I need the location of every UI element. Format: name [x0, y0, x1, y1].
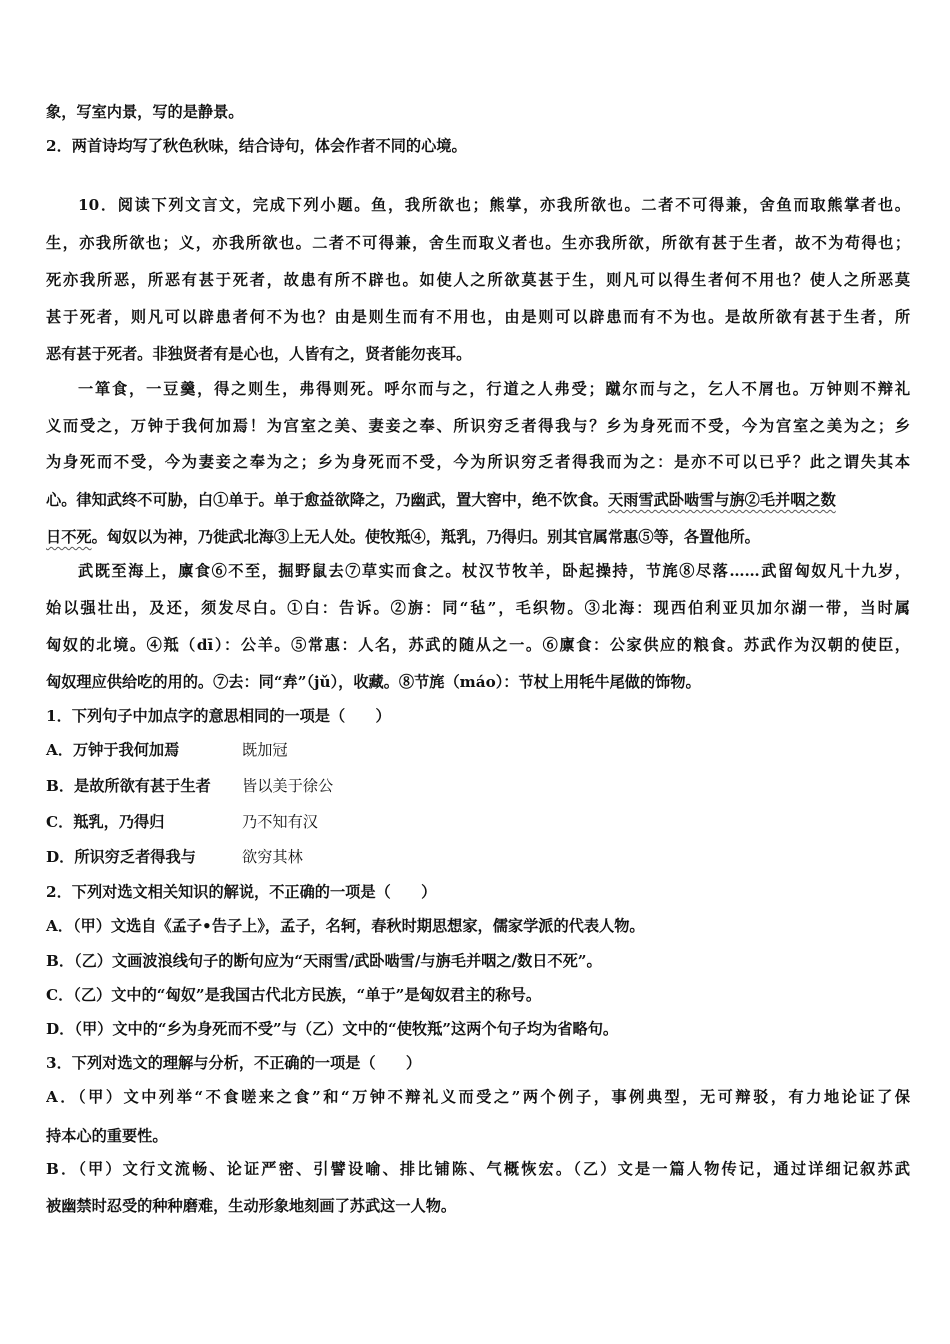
q2-option-a: A．（甲）文选自《孟子•告子上》，孟子，名轲，春秋时期思想家，儒家学派的代表人物。 [46, 917, 645, 935]
passage-a-line: 为身死而不受，今为妻妾之奉为之；乡为身死而不受，今为所识穷乏者得我而为之：是亦不可以已乎？此之谓失其本 [46, 453, 910, 471]
passage-b-line [46, 490, 910, 510]
q2-option-d: D．（甲）文中的“乡为身死而不受”与（乙）文中的“使牧羝”这两个句子均为省略句。 [46, 1020, 619, 1038]
passage-a-line: 生，亦我所欲也；义，亦我所欲也。二者不可得兼，舍生而取义者也。生亦我所欲，所欲有甚于生者，故不为苟得也； [46, 234, 910, 252]
text-line: 象，写室内景，写的是静景。 [46, 103, 244, 121]
q1-option-a: A．万钟于我何加焉 [46, 741, 180, 759]
question-1-stem: 1．下列句子中加点字的意思相同的一项是（ ） [46, 707, 391, 725]
q3-option-b-cont: 被幽禁时忍受的种种磨难，生动形象地刻画了苏武这一人物。 [46, 1197, 457, 1215]
footnote-line: 匈奴理应供给吃的用的。⑦去：同“弆”（jǔ），收藏。⑧节旄（máo）：节杖上用牦牛尾做的饰物。 [46, 673, 701, 691]
q3-option-a: A．（甲）文中列举“不食嗟来之食”和“万钟不辩礼义而受之”两个例子，事例典型，无可辩驳，有力地论证了保 [46, 1088, 910, 1106]
passage-b-line [46, 527, 910, 547]
footnote-line: 匈奴的北境。④羝（dī）：公羊。⑤常惠：人名，苏武的随从之一。⑥廪食：公家供应的粮食。苏武作为汉朝的使臣， [46, 636, 910, 654]
q1-option-d-pair: 欲穷其林 [242, 848, 303, 866]
q3-option-b: B．（甲）文行文流畅、论证严密、引譬设喻、排比铺陈、气概恢宏。（乙）文是一篇人物传记，通过详细记叙苏武 [46, 1160, 910, 1178]
q1-option-d: D．所识穷乏者得我与 [46, 848, 196, 866]
q2-option-b: B．（乙）文画波浪线句子的断句应为“天雨雪/武卧啮雪/与旃毛并咽之/数日不死”。 [46, 952, 602, 970]
wavy-underlined-sentence: 天雨雪武卧啮雪与旃②毛并咽之数 [607, 491, 836, 509]
q2-option-c: C．（乙）文中的“匈奴”是我国古代北方民族，“单于”是匈奴君主的称号。 [46, 986, 542, 1004]
q1-option-c-pair: 乃不知有汉 [242, 813, 318, 831]
passage-b-text: 心。律知武终不可胁，白①单于。单于愈益欲降之，乃幽武，置大窖中，绝不饮食。 [46, 491, 608, 509]
question-10-intro: 10．阅读下列文言文，完成下列小题。鱼，我所欲也；熊掌，亦我所欲也。二者不可得兼，舍鱼而取熊掌者也。 [78, 196, 910, 214]
q1-option-b: B．是故所欲有甚于生者 [46, 777, 211, 795]
q1-option-a-pair: 既加冠 [242, 741, 288, 759]
passage-b-line: 武既至海上，廪食⑥不至，掘野鼠去⑦草实而食之。杖汉节牧羊，卧起操持，节旄⑧尽落……武留匈奴凡十九岁， [78, 562, 910, 580]
passage-a-line: 恶有甚于死者。非独贤者有是心也，人皆有之，贤者能勿丧耳。 [46, 345, 472, 363]
passage-a-line: 死亦我所恶，所恶有甚于死者，故患有所不辟也。如使人之所欲莫甚于生，则凡可以得生者何不用也？使人之所恶莫 [46, 271, 910, 289]
question-3-stem: 3．下列对选文的理解与分析，不正确的一项是（ ） [46, 1054, 422, 1072]
passage-a-line: 一箪食，一豆羹，得之则生，弗得则死。呼尔而与之，行道之人弗受；蹴尔而与之，乞人不屑也。万钟则不辩礼 [78, 380, 910, 398]
question-2-poem: 2．两首诗均写了秋色秋味，结合诗句，体会作者不同的心境。 [46, 137, 467, 155]
wavy-underlined-sentence: 日不死 [46, 528, 92, 546]
passage-a-line: 义而受之，万钟于我何加焉！为宫室之美、妻妾之奉、所识穷乏者得我与？乡为身死而不受，今为宫室之美为之；乡 [46, 417, 910, 435]
q3-option-a-cont: 持本心的重要性。 [46, 1127, 168, 1145]
q1-option-b-pair: 皆以美于徐公 [242, 777, 334, 795]
question-2-stem: 2．下列对选文相关知识的解说，不正确的一项是（ ） [46, 883, 437, 901]
passage-b-text: 。匈奴以为神，乃徙武北海③上无人处。使牧羝④，羝乳，乃得归。别其官属常惠⑤等，各置他所。 [91, 528, 760, 546]
footnote-line: 始以强壮出，及还，须发尽白。①白：告诉。②旃：同“毡”，毛织物。③北海：现西伯利亚贝加尔湖一带，当时属 [46, 599, 910, 617]
passage-a-line: 甚于死者，则凡可以辟患者何不为也？由是则生而有不用也，由是则可以辟患而有不为也。是故所欲有甚于生者，所 [46, 308, 910, 326]
q1-option-c: C．羝乳，乃得归 [46, 813, 165, 831]
